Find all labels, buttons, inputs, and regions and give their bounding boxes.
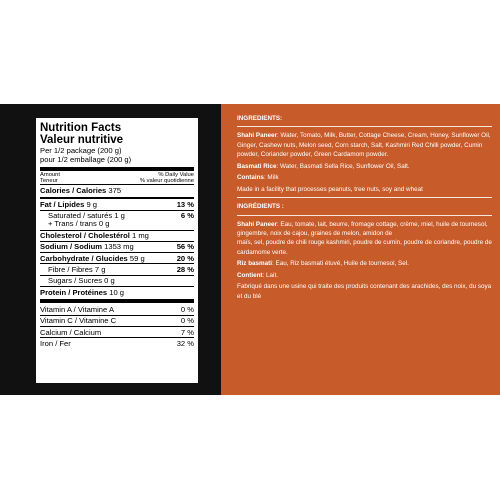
- vitamin-c-row: [40, 316, 194, 326]
- sugars-label: Sugars / Sucres: [48, 276, 103, 286]
- contains-label-en: Contains: [237, 174, 264, 182]
- daily-value-header-en: % Daily Value: [158, 171, 194, 178]
- vitamin-a-dv: 0 %: [180, 304, 194, 314]
- carbohydrate-dv: 20 %: [176, 253, 194, 263]
- sodium-dv: 56 %: [176, 242, 194, 252]
- shahi-paneer-text-fr: : Eau, tomate, lait, beurre, fromage cottage, crème, miel, huile de tournesol, gingembre, noix de cajou, graines de melon, amidon de: [237, 220, 488, 237]
- cholesterol-amount: 1 mg: [132, 231, 149, 241]
- calcium-label: Calcium / Calcium: [40, 327, 102, 337]
- shahi-paneer-ingredients-en: [237, 131, 492, 159]
- contains-text-en: : Milk: [263, 174, 279, 182]
- trans-label: + Trans / trans: [48, 219, 97, 229]
- carbohydrate-amount: 59 g: [129, 253, 145, 263]
- serving-size-fr: pour 1/2 emballage (200 g): [40, 154, 132, 164]
- cholesterol-label: Cholesterol / Cholestérol: [40, 231, 130, 241]
- basmati-rice-label-en: Basmati Rice: [237, 162, 277, 170]
- calories-value: 375: [108, 185, 122, 195]
- nutrition-panel-background: [0, 104, 221, 395]
- daily-value-header-fr: % valeur quotidienne: [139, 177, 194, 184]
- fat-label: Fat / Lipides: [40, 200, 85, 210]
- ingredients-heading-fr: INGRÉDIENTS :: [237, 203, 284, 211]
- fibre-label: Fibre / Fibres: [48, 265, 93, 275]
- amount-header-fr: Teneur: [40, 177, 58, 184]
- column-header: [40, 172, 194, 185]
- trans-amount: 0 g: [98, 219, 110, 229]
- protein-row: [40, 287, 194, 297]
- shahi-paneer-ingredients-fr: [237, 220, 492, 239]
- basmati-rice-label-fr: Riz basmati: [237, 260, 272, 268]
- saturated-amount: 1 g: [114, 210, 125, 220]
- sugars-amount: 0 g: [104, 276, 115, 286]
- ingredients-heading-en: INGREDIENTS:: [237, 115, 283, 122]
- vitamin-a-label: Vitamin A / Vitamine A: [40, 304, 115, 314]
- saturated-label: Saturated / saturés: [48, 210, 113, 220]
- contains-fr: [237, 271, 492, 280]
- amount-header-en: Amount: [40, 171, 60, 178]
- shahi-paneer-ingredients-fr-cont: maïs, sel, poudre de chili rouge kashmiri, poudre de cumin, poudre de coriandre, poudre de cardamome verte.: [237, 239, 492, 256]
- calcium-row: [40, 327, 194, 337]
- fibre-amount: 7 g: [94, 265, 106, 275]
- serving-size-en: Per 1/2 package (200 g): [40, 146, 122, 156]
- carbohydrate-row: [40, 253, 194, 263]
- facility-statement-fr: Fabriqué dans une usine qui traite des produits contenant des arachides, des noix, du soya et du blé: [237, 283, 492, 300]
- saturated-trans-row: [40, 211, 194, 230]
- protein-amount: 10 g: [109, 287, 125, 297]
- iron-dv: 32 %: [176, 338, 194, 348]
- iron-label: Iron / Fer: [40, 338, 71, 348]
- carbohydrate-label: Carbohydrate / Glucides: [40, 253, 128, 263]
- sugars-row: [40, 276, 194, 286]
- nutrition-title-en: Nutrition Facts: [40, 122, 122, 134]
- basmati-rice-ingredients-fr: [237, 259, 492, 268]
- sodium-amount: 1353 mg: [104, 242, 134, 252]
- basmati-rice-text-fr: : Eau, Riz basmati étuvé, Huile de tournesol, Sel.: [272, 260, 409, 268]
- sodium-row: [40, 242, 194, 252]
- vitamin-c-label: Vitamin C / Vitamine C: [40, 316, 117, 326]
- facility-statement-en: Made in a facility that processes peanuts, tree nuts, soy and wheat: [237, 185, 423, 193]
- nutrition-title-fr: Valeur nutritive: [40, 134, 124, 147]
- fat-dv: 13 %: [176, 200, 194, 210]
- nutrition-facts-label: [36, 118, 198, 383]
- ingredients-text-block: [237, 114, 492, 303]
- shahi-paneer-label-fr: Shahi Paneer: [237, 220, 277, 228]
- shahi-paneer-label-en: Shahi Paneer: [237, 132, 277, 140]
- protein-label: Protein / Protéines: [40, 287, 108, 297]
- vitamin-a-row: [40, 304, 194, 314]
- product-info-band: [0, 104, 500, 395]
- calories-row: [40, 185, 194, 195]
- ingredients-panel: [221, 104, 500, 395]
- vitamin-c-dv: 0 %: [180, 316, 194, 326]
- fat-amount: 9 g: [86, 200, 97, 210]
- fat-row: [40, 200, 194, 210]
- basmati-rice-text-en: : Water, Basmati Sella Rice, Sunflower Oil, Salt.: [276, 162, 410, 170]
- contains-label-fr: Contient: [237, 271, 263, 279]
- contains-text-fr: : Lait.: [262, 271, 278, 279]
- calcium-dv: 7 %: [180, 327, 194, 337]
- calories-label: Calories / Calories: [40, 185, 107, 195]
- iron-row: [40, 338, 194, 348]
- contains-en: [237, 173, 492, 182]
- cholesterol-row: [40, 231, 194, 241]
- fibre-row: [40, 264, 194, 274]
- saturated-trans-dv: 6 %: [180, 210, 194, 220]
- fibre-dv: 28 %: [176, 265, 194, 275]
- sodium-label: Sodium / Sodium: [40, 242, 103, 252]
- basmati-rice-ingredients-en: [237, 162, 492, 171]
- shahi-paneer-text-en: : Water, Tomato, Milk, Butter, Cottage Cheese, Cream, Honey, Sunflower Oil, Ginger, Cashew nuts, Melon seed, Corn starch, Salt, Kashmiri Red Chilli powder, Cumin powder, Coriander powder, Green Cardamom powder.: [237, 132, 491, 159]
